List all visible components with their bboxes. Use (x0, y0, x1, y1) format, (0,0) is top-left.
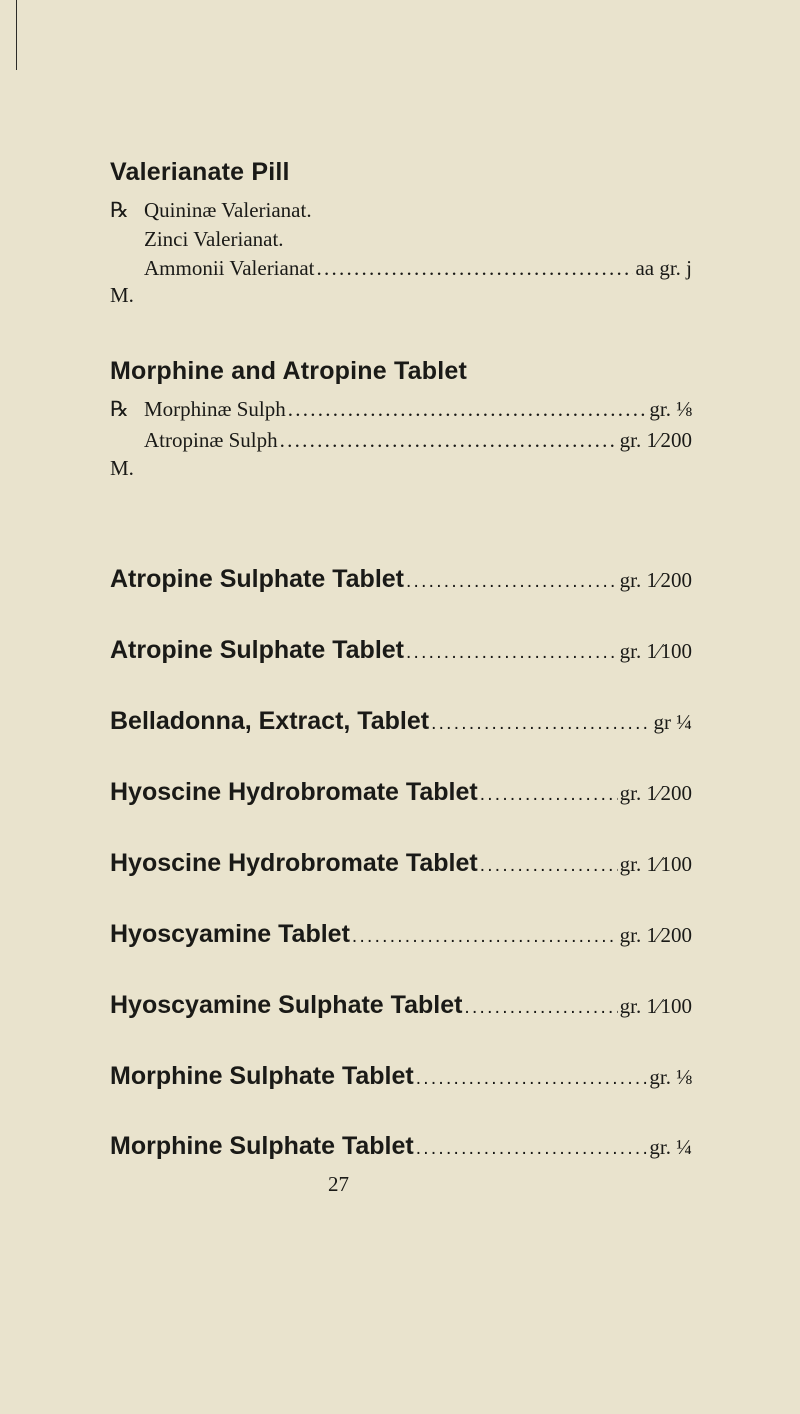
leader-dots (480, 855, 618, 877)
mix-instruction: M. (110, 456, 134, 480)
ingredient-line: Quininæ Valerianat. (144, 198, 312, 222)
tablet-dose: gr. 1⁄100 (619, 852, 692, 876)
tablet-dose: gr. ⅛ (649, 1065, 692, 1089)
page-number: 27 (328, 1172, 349, 1196)
tablet-name: Hyoscine Hydrobromate Tablet (110, 778, 478, 806)
tablet-row (110, 1132, 692, 1161)
tablet-name: Hyoscyamine Tablet (110, 920, 350, 948)
tablet-row (110, 920, 692, 949)
ingredient-row (144, 256, 692, 281)
tablet-row (110, 1062, 692, 1091)
leader-dots (480, 784, 618, 806)
ingredient-row (144, 428, 692, 453)
leader-dots (406, 642, 618, 664)
ingredient-name: Atropinæ Sulph (144, 428, 278, 452)
tablet-name: Atropine Sulphate Tablet (110, 565, 404, 593)
tablet-dose: gr. 1⁄100 (619, 639, 692, 663)
leader-dots (464, 997, 617, 1019)
ingredient-dose: aa gr. j (635, 256, 692, 280)
tablet-row (110, 778, 692, 807)
section-title-morphine-atropine: Morphine and Atropine Tablet (110, 357, 467, 385)
tablet-row (110, 849, 692, 878)
rx-symbol-icon: ℞ (110, 397, 129, 421)
tablet-name: Atropine Sulphate Tablet (110, 636, 404, 664)
tablet-row (110, 565, 692, 594)
tablet-dose: gr. 1⁄200 (619, 923, 692, 947)
ingredient-dose: gr. ⅛ (649, 397, 692, 421)
section-title-valerianate-pill: Valerianate Pill (110, 158, 290, 186)
ingredient-name: Morphinæ Sulph (144, 397, 286, 421)
tablet-name: Morphine Sulphate Tablet (110, 1062, 414, 1090)
tablet-dose: gr. 1⁄200 (619, 568, 692, 592)
tablet-name: Hyoscyamine Sulphate Tablet (110, 991, 463, 1019)
ingredient-line: Zinci Valerianat. (144, 227, 284, 251)
tablet-name: Hyoscine Hydrobromate Tablet (110, 849, 478, 877)
ingredient-name: Ammonii Valerianat (144, 256, 315, 280)
leader-dots (431, 713, 651, 735)
tablet-row (110, 991, 692, 1020)
leader-dots (288, 397, 648, 422)
tablet-name: Belladonna, Extract, Tablet (110, 707, 430, 735)
tablet-dose: gr. 1⁄200 (619, 781, 692, 805)
leader-dots (352, 926, 618, 948)
leader-dots (406, 571, 618, 593)
rx-symbol-icon: ℞ (110, 198, 129, 222)
document-page (110, 0, 800, 1414)
tablet-name: Morphine Sulphate Tablet (110, 1132, 414, 1160)
leader-dots (280, 428, 618, 453)
page-edge-line (16, 0, 17, 70)
leader-dots (416, 1068, 648, 1090)
tablet-dose: gr. ¼ (649, 1135, 692, 1159)
leader-dots (317, 256, 634, 281)
tablet-row (110, 707, 692, 736)
ingredient-dose: gr. 1⁄200 (619, 428, 692, 452)
leader-dots (416, 1138, 648, 1160)
tablet-dose: gr ¼ (653, 710, 692, 734)
ingredient-row (144, 397, 692, 422)
tablet-dose: gr. 1⁄100 (619, 994, 692, 1018)
tablet-row (110, 636, 692, 665)
mix-instruction: M. (110, 283, 134, 307)
